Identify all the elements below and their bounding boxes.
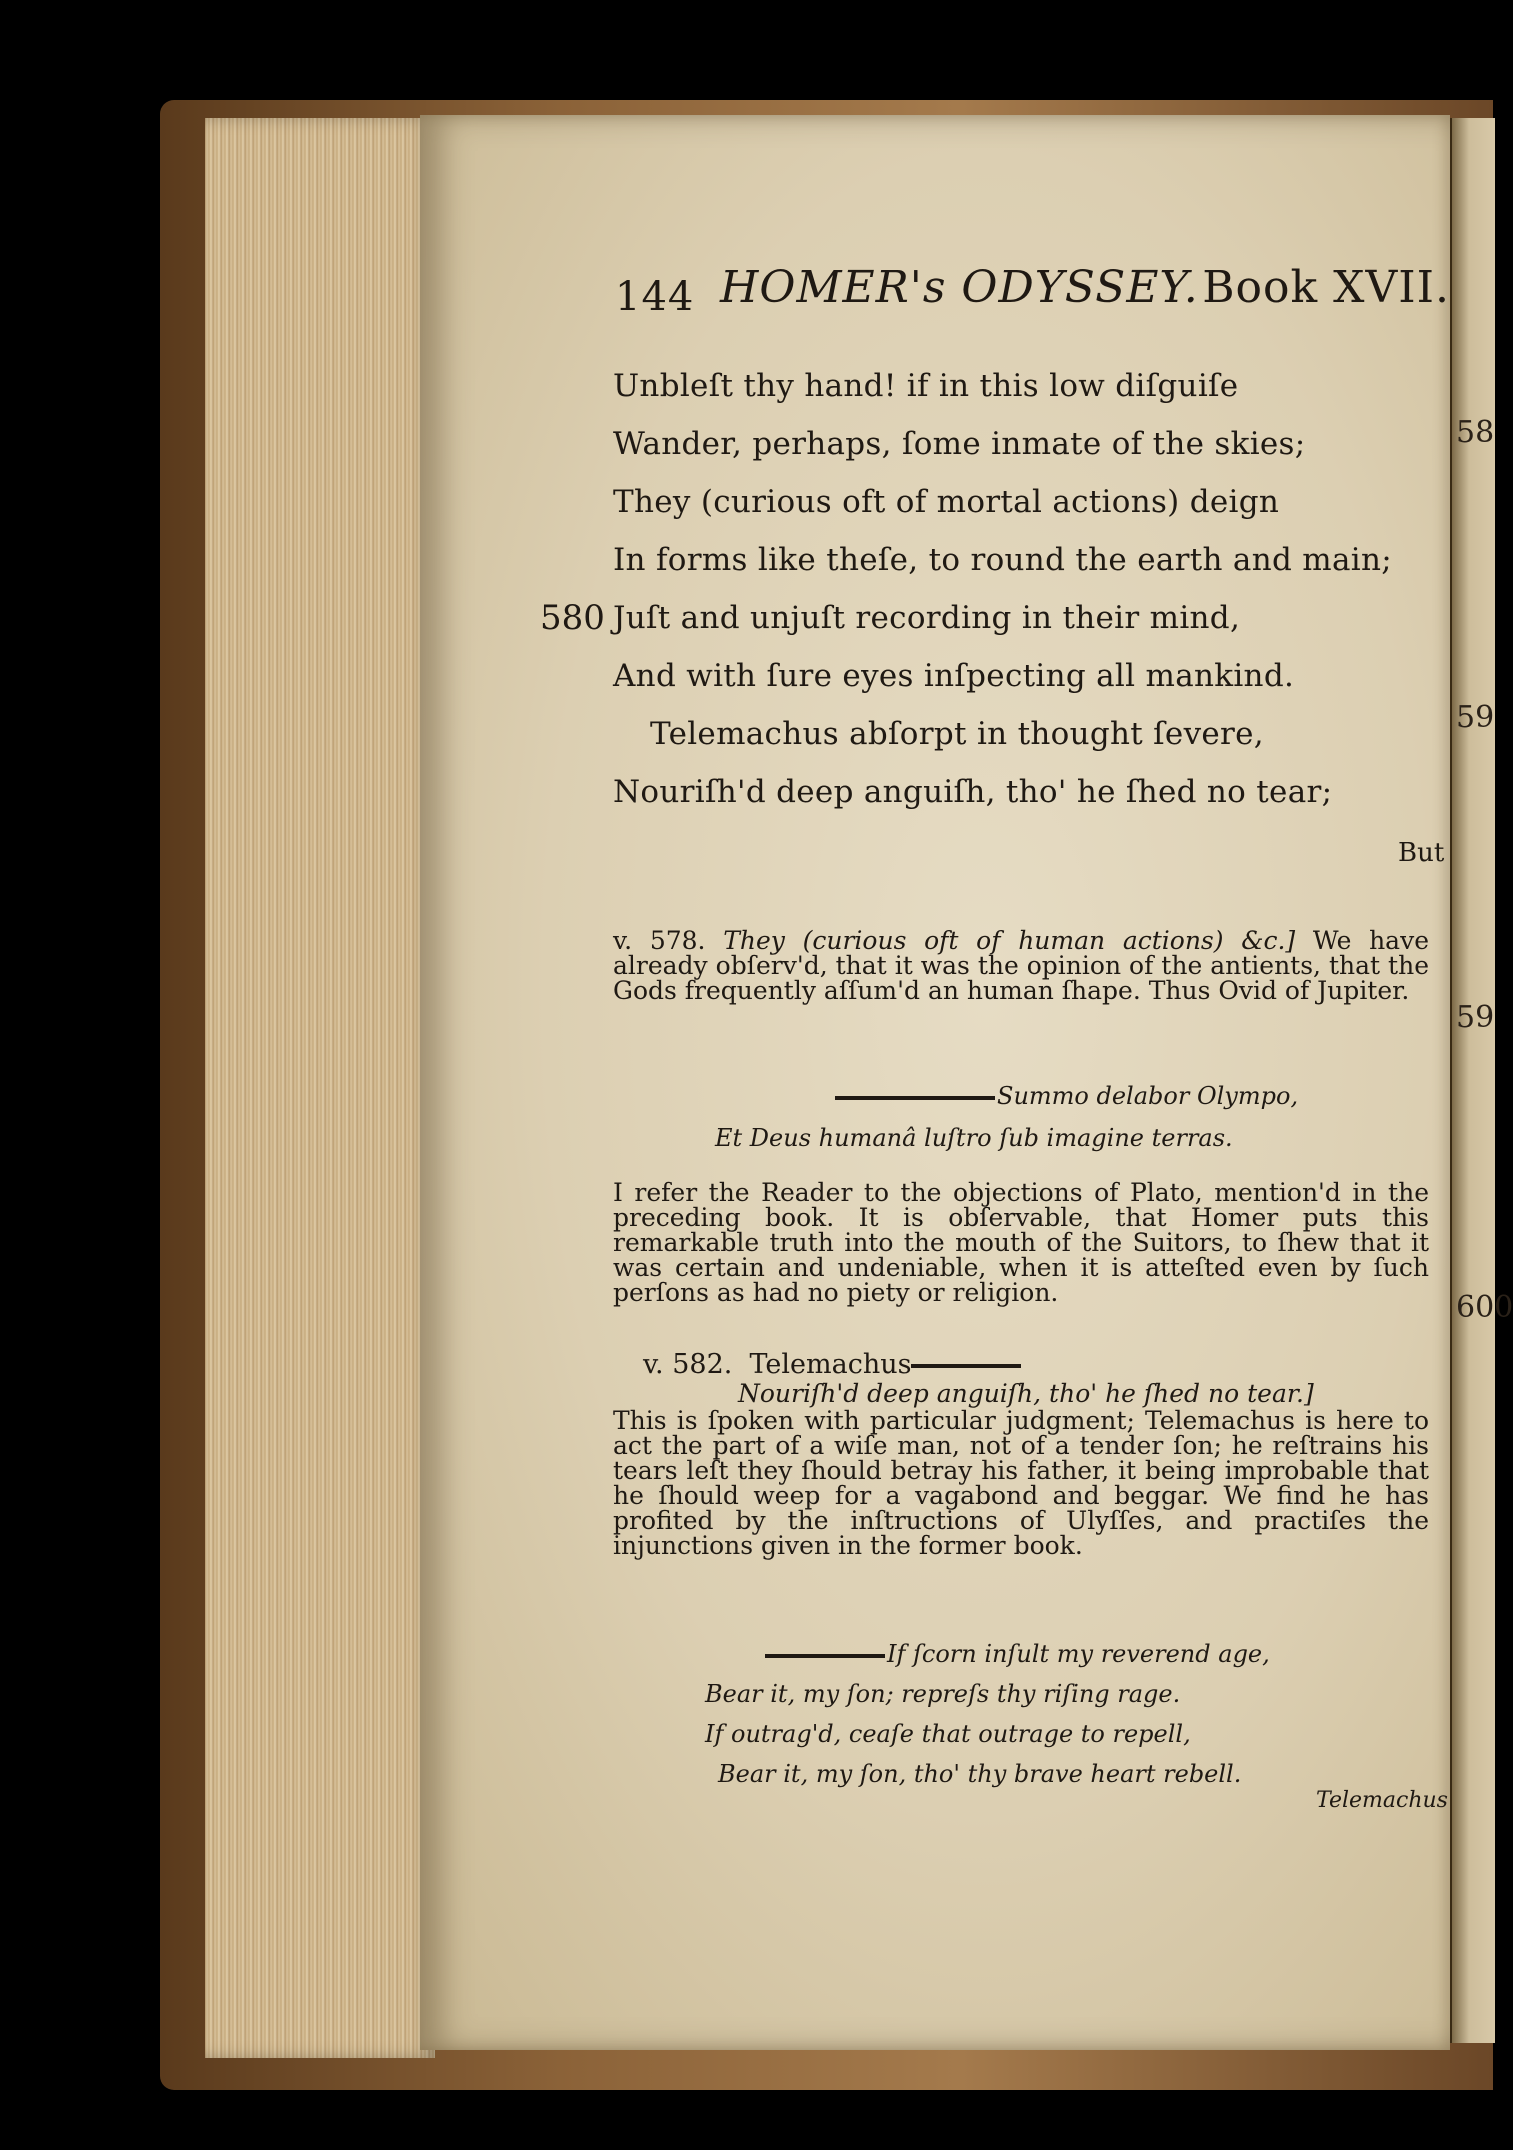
verse-line: Unbleſt thy hand! if in this low diſguiſe bbox=[613, 368, 1239, 404]
note-ref-quote: They (curious oft of human actions) &c.] bbox=[723, 926, 1296, 955]
note-text: We have already obſerv'd, that it was the opinion of the antients, that the Gods frequently aſſum'd an human ſhape. Thus Ovid of Jupiter. bbox=[613, 926, 1429, 1005]
verse-line: Nouriſh'd deep anguiſh, tho' he ſhed no tear; bbox=[613, 774, 1333, 810]
next-page-edge bbox=[1450, 118, 1495, 2043]
next-page-fragment: 58 bbox=[1456, 415, 1495, 450]
em-dash-rule bbox=[911, 1364, 1021, 1368]
note-ref: v. 578. bbox=[613, 926, 706, 955]
running-header bbox=[615, 262, 1450, 332]
line-number: 580 bbox=[540, 598, 605, 638]
poem-line: Bear it, my ſon; repreſs thy riſing rage. bbox=[705, 1680, 1181, 1708]
note-text: I refer the Reader to the objections of Plato, mention'd in the preceding book. It is obſervable, that Homer puts this remarkable truth into the mouth of the Suitors, to ſhew that it was certain and undeniable, when it is atteſted even by ſuch perſons as had no piety or religion. bbox=[613, 1178, 1429, 1307]
book-label: Book XVII. bbox=[1202, 262, 1450, 313]
latin-quote-line bbox=[835, 1082, 1298, 1110]
next-page-fragment: 59 bbox=[1456, 1000, 1495, 1035]
page-number: 144 bbox=[615, 274, 695, 320]
verse-line: Juſt and unjuſt recording in their mind, bbox=[613, 600, 1241, 636]
em-dash-rule bbox=[765, 1654, 885, 1658]
footnote-578-cont bbox=[613, 1180, 1429, 1305]
catchword: But bbox=[1398, 838, 1445, 868]
note-ref: v. 582. bbox=[643, 1349, 733, 1380]
poem-line bbox=[765, 1640, 1270, 1668]
catchword: Telemachus bbox=[1316, 1788, 1448, 1813]
verse-line: Wander, perhaps, ſome inmate of the skies; bbox=[613, 426, 1306, 462]
poem-line: If outrag'd, ceaſe that outrage to repell, bbox=[705, 1720, 1191, 1748]
poem-line: Bear it, my ſon, tho' thy brave heart rebell. bbox=[718, 1760, 1242, 1788]
running-title: HOMER's ODYSSEY. bbox=[720, 262, 1199, 313]
note-ref-quote: Nouriſh'd deep anguiſh, tho' he ſhed no tear.] bbox=[738, 1379, 1314, 1408]
em-dash-rule bbox=[835, 1096, 995, 1100]
verse-line: Telemachus abſorpt in thought ſevere, bbox=[650, 716, 1264, 752]
latin-quote-line: Et Deus humanâ luſtro ſub imagine terras. bbox=[715, 1124, 1233, 1152]
note-text: This is ſpoken with particular judgment; Telemachus is here to act the part of a wiſe man, not of a tender ſon; he reſtrains his tears leſt they ſhould betray his father, it being improbable that he ſhould weep for a vagabond and beggar. We find he has profited by the inſtructions of Ulyſſes, and practiſes the injunctions given in the former book. bbox=[613, 1406, 1429, 1560]
verse-line: They (curious oft of mortal actions) deign bbox=[613, 484, 1280, 520]
verse-line: In forms like theſe, to round the earth and main; bbox=[613, 542, 1392, 578]
next-page-fragment: 600 bbox=[1456, 1290, 1513, 1325]
footnote-578 bbox=[613, 928, 1429, 1003]
next-page-fragment: 59 bbox=[1456, 700, 1495, 735]
verse-line: And with ſure eyes inſpecting all mankind. bbox=[613, 658, 1295, 694]
latin-quote-text: Summo delabor Olympo, bbox=[997, 1082, 1299, 1110]
page-edges bbox=[205, 118, 435, 2058]
footnote-582 bbox=[613, 1349, 1429, 1560]
poem-text: If ſcorn inſult my reverend age, bbox=[887, 1640, 1270, 1668]
note-ref-word: Telemachus bbox=[749, 1349, 912, 1380]
